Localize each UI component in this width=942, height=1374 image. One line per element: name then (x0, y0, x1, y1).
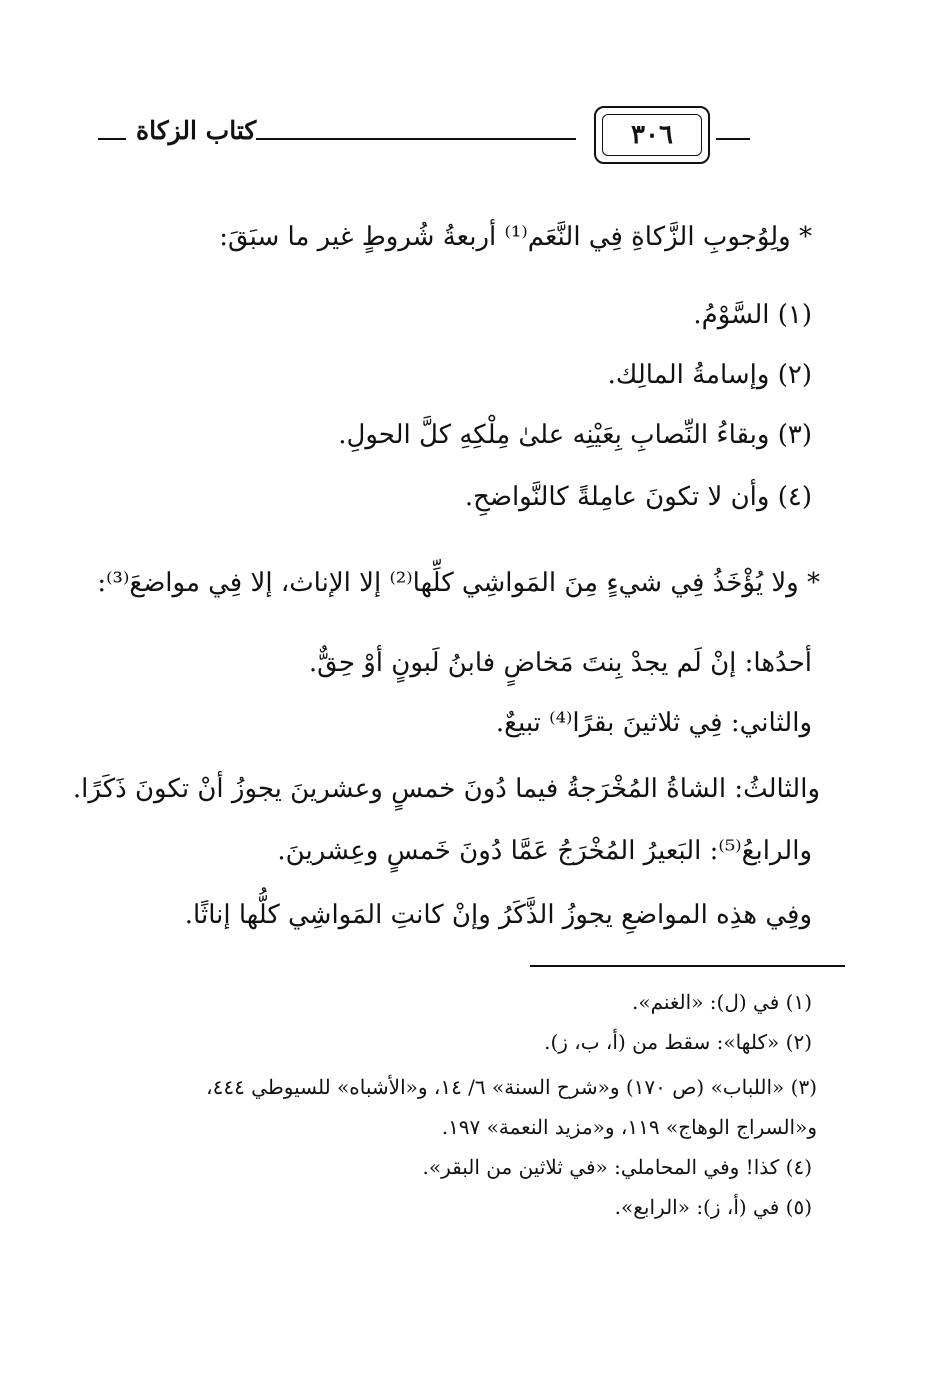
header-rule-right (716, 138, 750, 140)
list-item-2: (٢) وإسامةُ المالِك. (607, 360, 812, 390)
exception-fourth: والرابعُ⁽⁵⁾: البَعيرُ المُخْرَجُ عَمَّا دُونَ خَمسٍ وعِشرينَ. (277, 836, 812, 866)
footnote-4: (٤) كذا! وفي المحاملي: «في ثلاثين من البقر». (422, 1155, 812, 1179)
paragraph-exceptions: * ولا يُؤْخَذُ فِي شيءٍ مِنَ المَواشِي كلِّها⁽²⁾ إلا الإناث، إلا فِي مواضعَ⁽³⁾: (97, 568, 820, 598)
exception-third: والثالثُ: الشاةُ المُخْرَجةُ فيما دُونَ خمسٍ وعشرينَ يجوزُ أنْ تكونَ ذَكَرًا. (72, 774, 820, 804)
list-item-1: (١) السَّوْمُ. (693, 300, 812, 330)
page-header (88, 98, 848, 170)
exception-second: والثاني: فِي ثلاثينَ بقرًا⁽⁴⁾ تبيعٌ. (495, 708, 812, 738)
page-number: ٣٠٦ (631, 120, 673, 150)
footnote-3-line-2: و«السراج الوهاج» ١١٩، و«مزيد النعمة» ١٩٧. (441, 1115, 817, 1139)
list-item-4: (٤) وأن لا تكونَ عامِلةً كالنَّواضحِ. (464, 482, 812, 512)
footnote-separator (530, 965, 845, 967)
exception-first: أحدُها: إنْ لَم يجدْ بِنتَ مَخاضٍ فابنُ لَبونٍ أوْ حِقٌّ. (308, 648, 812, 678)
page-number-frame (594, 106, 710, 164)
page-number-inner-frame (602, 114, 702, 156)
header-rule-middle (256, 138, 576, 140)
header-rule-left (98, 138, 126, 140)
closing-paragraph: وفِي هذِه المواضعِ يجوزُ الذَّكَرُ وإنْ كانتِ المَواشِي كلُّها إناثًا. (184, 900, 812, 930)
paragraph-conditions: * ولِوُجوبِ الزَّكاةِ فِي النَّعَم⁽¹⁾ أربعةُ شُروطٍ غير ما سبَقَ: (219, 222, 812, 252)
footnote-3-line-1: (٣) «اللباب» (ص ١٧٠) و«شرح السنة» ٦/ ١٤، و«الأشباه» للسيوطي ٤٤٤، (206, 1075, 817, 1099)
footnote-2: (٢) «كلها»: سقط من (أ، ب، ز). (544, 1030, 812, 1054)
chapter-title: كتاب الزكاة (136, 116, 257, 145)
footnote-5: (٥) في (أ، ز): «الرابع». (614, 1195, 812, 1219)
list-item-3: (٣) وبقاءُ النِّصابِ بِعَيْنِه علىٰ مِلْكِهِ كلَّ الحولِ. (338, 420, 812, 450)
footnote-1: (١) في (ل): «الغنم». (631, 990, 812, 1014)
